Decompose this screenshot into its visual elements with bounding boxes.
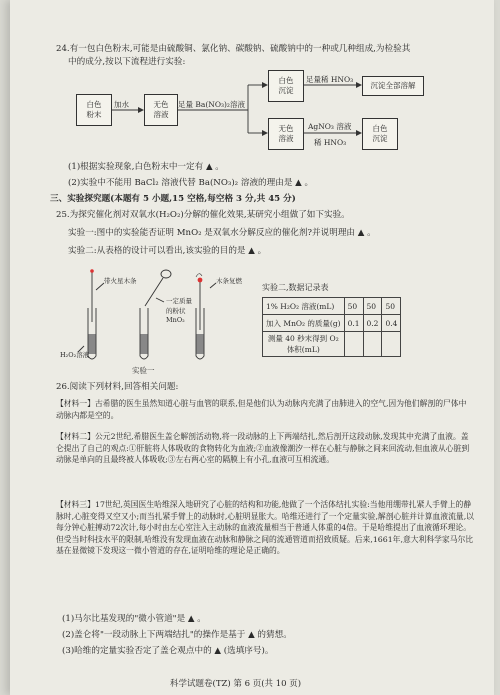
flow-box-precipitate-line2: 沉淀 [278, 86, 294, 95]
fig-label-mno2: MnO₂ [166, 316, 185, 324]
fig-label-powder: 的粉状 [166, 307, 186, 315]
fig-label-h2o2: H₂O₂溶液 [60, 351, 90, 359]
table-cell: 50 [344, 298, 363, 315]
table-row [263, 298, 401, 315]
table-cell [382, 332, 401, 357]
table-cell: 0.2 [363, 315, 382, 332]
q26-sub2: (2)盖仑将"一段动脉上下两端结扎"的操作是基于 ▲ 的猜想。 [62, 630, 292, 640]
flow-box-solution-line2: 溶液 [153, 110, 169, 119]
q26-sub3: (3)哈维的定量实验否定了盖仑观点中的 ▲ (选填序号)。 [62, 646, 274, 656]
table-cell: 0.1 [344, 315, 363, 332]
q24-sub2: (2)实验中不能用 BaCl₂ 溶液代替 Ba(NO₃)₂ 溶液的理由是 ▲ 。 [68, 178, 314, 188]
data-record-table [262, 297, 401, 357]
arrow-label-hno3: 足量稀 HNO₃ [306, 75, 354, 84]
fig-label-splint: 带火星木条 [104, 277, 137, 285]
flow-box-dissolve-text: 沉淀全部溶解 [370, 81, 416, 90]
table-title: 实验二,数据记录表 [262, 283, 329, 292]
q24-sub1: (1)根据实验现象,白色粉末中一定有 ▲ 。 [68, 162, 224, 172]
flow-box-powder-line2: 粉末 [86, 110, 102, 119]
arrow-label-water: 加水 [114, 100, 129, 109]
q26-sub1: (1)马尔比基发现的"微小管道"是 ▲ 。 [62, 614, 206, 624]
q25-line3: 实验二:从表格的设计可以看出,该实验的目的是 ▲ 。 [68, 246, 267, 256]
table-cell: 0.4 [382, 315, 401, 332]
flow-box-white-precipitate-line1: 白色 [372, 124, 388, 133]
section-3-heading: 三、实验探究题(本题有 5 小题,15 空格,每空格 3 分,共 45 分) [50, 194, 296, 204]
table-cell: 50 [363, 298, 382, 315]
table-cell-line1: 测量 40 秒末得到 O₂ [267, 334, 339, 343]
arrow-label-dilute-hno3: 稀 HNO₃ [314, 138, 347, 147]
q25-line2: 实验一:图中的实验能否证明 MnO₂ 是双氧水分解反应的催化剂?并说明理由 ▲ 。 [68, 228, 376, 238]
q25-line1: 25.为探究催化剂对双氧水(H₂O₂)分解的催化效果,某研究小组做了如下实验。 [56, 210, 350, 220]
table-cell [363, 332, 382, 357]
table-cell: 1% H₂O₂ 溶液(mL) [263, 298, 345, 315]
q26-material-3: 【材料三】17世纪,英国医生哈维深入地研究了心脏的结构和功能,他做了一个活体结扎实验:当他用绷带扎紧人手臂上的静脉时,心脏变得又空又小;而当扎紧手臂上的动脉时,心脏明显胀大。哈维还进行了一个定量实验,解剖心脏并计算血液流量,以每分钟心脏搏动72次计,每小时由左心室注入主动脉的血液流量相当于普通人体重的4倍。于是哈维提出了血液循环理论。但受当时科技水平的限制,哈维没有发现血液在动脉和静脉之间的流通管道而招致质疑。后来,1661年,意大利科学家马尔比基在显微镜下发现这一微小管道的存在,证明哈维的理论是正确的。 [56, 500, 474, 555]
q26-material-1: 【材料一】古希腊的医生虽然知道心脏与血管的联系,但是他们认为动脉内充满了由肺进入的空气,因为他们解剖的尸体中动脉内都是空的。 [56, 399, 467, 420]
table-cell: 加入 MnO₂ 的质量(g) [263, 315, 345, 332]
fig-label-relight: 木条复燃 [216, 277, 242, 285]
flow-box-filtrate-line1: 无色 [278, 124, 294, 133]
table-cell-line2: 体积(mL) [286, 345, 320, 354]
page-footer: 科学试题卷(TZ) 第 6 页(共 10 页) [170, 679, 302, 689]
flow-box-precipitate-line1: 白色 [278, 76, 294, 85]
q24-intro-line2: 中的成分,按以下流程进行实验: [68, 57, 186, 67]
table-row [263, 332, 401, 357]
flow-box-filtrate-line2: 溶液 [278, 134, 294, 143]
flow-box-powder-line1: 白色 [86, 100, 102, 109]
q26-material-2: 【材料二】公元2世纪,希腊医生盖仑解剖活动物,将一段动脉的上下两端结扎,然后剖开这段动脉,发现其中充满了血液。盖仑提出了自己的观点:①肝脏将人体吸收的食物转化为血液;②血液像潮汐一样在心脏与静脉之间来回流动,但血液从心脏到动脉是单向的且最终被人体吸收;③左右两心室的隔膜上有小孔,血液可互相流通。 [56, 432, 470, 464]
table-cell: 50 [382, 298, 401, 315]
flow-box-white-precipitate-line2: 沉淀 [372, 134, 388, 143]
table-cell [263, 332, 345, 357]
table-row [263, 315, 401, 332]
q26-intro: 26.阅读下列材料,回答相关问题: [56, 382, 179, 392]
table-cell [344, 332, 363, 357]
fig-caption: 实验一 [132, 366, 155, 375]
q24-intro-line1: 24.有一包白色粉末,可能是由硫酸铜、氯化钠、碳酸钠、硫酸钠中的一种或几种组成,为检验其 [56, 44, 411, 54]
arrow-label-bano3: 足量 Ba(NO₃)₂溶液 [178, 100, 245, 109]
flow-box-solution-line1: 无色 [153, 100, 169, 109]
arrow-label-agno3: AgNO₃ 溶液 [308, 122, 352, 131]
fig-label-mass: 一定质量 [166, 297, 192, 305]
